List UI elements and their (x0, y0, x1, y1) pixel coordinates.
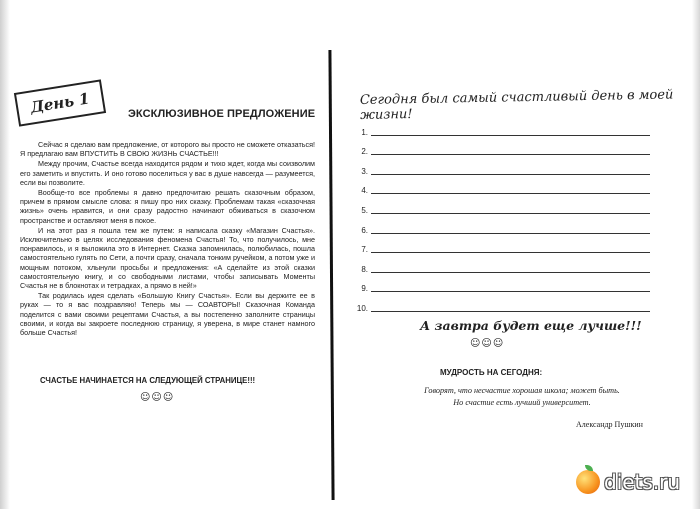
write-line (371, 233, 650, 234)
line-number: 4. (361, 186, 368, 196)
quote-author: Александр Пушкин (576, 420, 643, 429)
apple-icon (576, 470, 600, 494)
write-line (371, 174, 650, 175)
journal-heading: Сегодня был самый счастливый день в моей жизни! (359, 87, 674, 123)
page-edge-shadow (692, 0, 700, 509)
write-line (371, 311, 650, 312)
wisdom-title: МУДРОСТЬ НА СЕГОДНЯ: (440, 368, 543, 377)
journal-lines (350, 118, 650, 314)
line-number: 1. (361, 127, 368, 137)
quote-line: Но счастие есть лучший университет. (453, 398, 591, 407)
page-title: ЭКСКЛЮЗИВНОЕ ПРЕДЛОЖЕНИЕ (128, 108, 316, 120)
next-page-callout: СЧАСТЬЕ НАЧИНАЕТСЯ НА СЛЕДУЮЩЕЙ СТРАНИЦЕ!!! (40, 376, 256, 385)
line-number: 8. (361, 264, 368, 274)
watermark (576, 470, 680, 494)
write-line (371, 291, 650, 292)
paragraph: И на этот раз я пошла тем же путем: я написала сказку «Магазин Счастья». Исключительно в целях исследования феномена Счастья! То, что получилось, мне понравилось, и я выложила это в Интернет. Сказка запомнилась, полюбилась, пошла самостоятельно гулять по Сети, а почти сразу, сначала тонким ручейком, а потом уже и мощным потоком, хлынули просьбы и предложения: «А сделайте из этой сказки самостоятельную книгу, и со свободными листами, чтобы записывать Моменты Счастья не в блокнотах и тетрадках, а прямо в ней!» (20, 225, 315, 291)
line-number: 3. (361, 166, 368, 176)
page-edge-shadow (0, 0, 10, 509)
journal-line[interactable] (350, 275, 650, 295)
line-number: 9. (361, 284, 368, 294)
write-line (371, 193, 650, 194)
journal-line[interactable] (350, 138, 650, 158)
day-tag: День 1 (14, 79, 106, 126)
write-line (371, 135, 650, 136)
journal-line[interactable] (350, 294, 650, 314)
journal-line[interactable] (350, 216, 650, 236)
journal-line[interactable] (350, 196, 650, 216)
tomorrow-text: А завтра будет еще лучше!!! (420, 318, 642, 333)
smiley-icons: ☺☺☺ (140, 392, 175, 403)
journal-line[interactable] (350, 157, 650, 177)
line-number: 7. (361, 245, 368, 255)
paragraph: Вообще-то все проблемы я давно предпочитаю решать сказочным образом, причем в прямом смысле слова: я пишу про них сказку. Проблемам такая «сказочная жизнь» очень нравится, и они сразу радостно начинают обживаться в сказочном пространстве и оставляют меня в покое. (20, 188, 315, 225)
quote (372, 385, 672, 409)
write-line (371, 252, 650, 253)
body-text (20, 140, 315, 338)
book-spine (328, 50, 334, 500)
paragraph: Так родилась идея сделать «Большую Книгу Счастья». Если вы держите ее в руках — то я вас поздравляю! Теперь мы — СОАВТОРЫ! Сказочная Команда поделится с вами своими рецептами Счастья, а вы постепенно заполните страницы своими, и когда вы закроете последнюю страницу, я уверена, в мире станет намного больше Счастья! (20, 291, 315, 338)
line-number: 5. (361, 205, 368, 215)
line-number: 6. (361, 225, 368, 235)
line-number: 10. (356, 303, 368, 313)
quote-line: Говорят, что несчастие хорошая школа; может быть. (424, 386, 620, 395)
paragraph: Сейчас я сделаю вам предложение, от которого вы просто не сможете отказаться! Я предлагаю вам ВПУСТИТЬ В СВОЮ ЖИЗНЬ СЧАСТЬЕ!!! (20, 140, 315, 159)
journal-line[interactable] (350, 255, 650, 275)
journal-line[interactable] (350, 236, 650, 256)
journal-line[interactable] (350, 118, 650, 138)
paragraph: Между прочим, Счастье всегда находится рядом и тихо ждет, когда мы соизволим его заметить и впустить. И оно готово поселиться у вас в душе навсегда — разумеется, если вы позволите. (20, 159, 315, 187)
smiley-icons: ☺☺☺ (470, 338, 505, 349)
watermark-text: diets.ru (604, 470, 681, 494)
line-number: 2. (361, 147, 368, 157)
write-line (371, 154, 650, 155)
write-line (371, 213, 650, 214)
journal-line[interactable] (350, 177, 650, 197)
write-line (371, 272, 650, 273)
